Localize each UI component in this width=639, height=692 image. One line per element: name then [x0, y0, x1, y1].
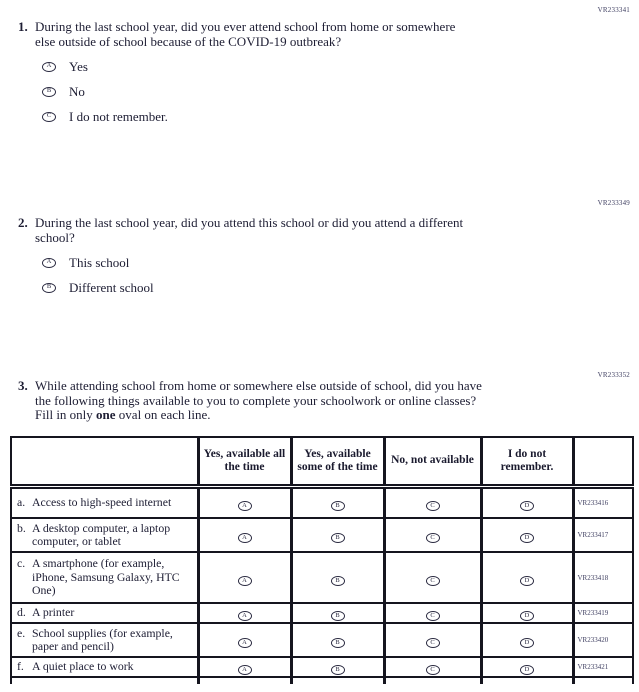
table-row-school-supplies [11, 623, 633, 657]
answer-oval-b-icon[interactable] [331, 638, 345, 648]
oval-letter: D [524, 639, 530, 646]
answer-oval-b-icon[interactable] [331, 533, 345, 543]
oval-letter: C [430, 501, 435, 509]
answer-oval-a-icon[interactable] [238, 638, 252, 648]
oval-letter: C [430, 576, 435, 584]
question-3-text [35, 379, 482, 423]
question-text-line: else outside of school because of the COVID-19 outbreak? [35, 33, 342, 49]
matrix-header-code-column [573, 437, 633, 486]
matrix-header-do-not-remember: I do not remember. [481, 437, 573, 486]
oval-letter: D [524, 576, 530, 584]
answer-oval-d-icon[interactable] [520, 611, 534, 621]
question-1-option-no [42, 79, 455, 104]
oval-letter: D [524, 666, 530, 673]
oval-letter: A [46, 258, 52, 266]
oval-letter: C [430, 534, 435, 541]
question-3 [18, 379, 482, 423]
oval-letter: B [335, 666, 340, 673]
oval-letter: B [46, 283, 52, 291]
matrix-header-row [11, 437, 633, 486]
question-3-number: 3. [18, 378, 28, 393]
table-row-computer [11, 518, 633, 552]
answer-oval-d-icon[interactable] [520, 501, 534, 511]
oval-letter: D [524, 534, 530, 541]
table-row-internet [11, 486, 633, 518]
row-label: A smartphone (for example, iPhone, Samsung Galaxy, HTC One) [32, 556, 180, 598]
answer-oval-c-icon[interactable] [426, 638, 440, 648]
oval-letter: A [242, 639, 247, 646]
answer-oval-b-icon[interactable] [331, 611, 345, 621]
answer-oval-c-icon[interactable] [426, 576, 440, 586]
row-vr-code: VR233418 [573, 552, 633, 603]
answer-oval-d-icon[interactable] [520, 576, 534, 586]
answer-oval-d-icon[interactable] [520, 533, 534, 543]
question-text-line: While attending school from home or somewhere else outside of school, did you have [35, 378, 482, 393]
option-label: I do not remember. [69, 108, 168, 124]
oval-letter: B [335, 576, 340, 584]
answer-oval-a-icon[interactable] [42, 62, 56, 72]
row-vr-code: VR233416 [573, 486, 633, 518]
question-fill-note [35, 408, 482, 423]
question-2-options [42, 250, 463, 300]
matrix-header-no-not-available: No, not available [384, 437, 481, 486]
matrix-header-yes-all-time: Yes, available all the time [198, 437, 291, 486]
answer-oval-c-icon[interactable] [42, 112, 56, 122]
answer-oval-a-icon[interactable] [42, 258, 56, 268]
availability-matrix-table [10, 436, 634, 684]
oval-letter: A [242, 612, 247, 619]
table-row-printer [11, 603, 633, 623]
question-2-number: 2. [18, 215, 28, 230]
question-1-option-yes [42, 54, 455, 79]
question-1-vr-code: VR233341 [597, 6, 630, 14]
oval-letter: D [524, 612, 530, 619]
option-label: This school [69, 254, 130, 270]
question-1 [18, 20, 455, 129]
question-2-text [35, 216, 463, 245]
question-text-line: During the last school year, did you ever attend school from home or somewhere [35, 19, 456, 34]
table-row-quiet-place [11, 657, 633, 677]
answer-oval-b-icon[interactable] [42, 283, 56, 293]
row-prefix: a. [17, 495, 26, 509]
row-prefix: c. [17, 556, 26, 571]
row-prefix: b. [17, 520, 26, 535]
row-label: A printer [32, 605, 75, 620]
question-3-vr-code: VR233352 [597, 371, 630, 379]
row-label: A quiet place to work [32, 659, 134, 674]
row-vr-code: VR233419 [573, 603, 633, 623]
oval-letter: C [46, 112, 52, 120]
question-text-line: the following things available to you to complete your schoolwork or online classes? [35, 392, 477, 408]
answer-oval-a-icon[interactable] [238, 533, 252, 543]
question-1-number: 1. [18, 19, 28, 34]
question-text-line: During the last school year, did you attend this school or did you attend a different [35, 215, 464, 230]
row-vr-code: VR233420 [573, 623, 633, 657]
row-vr-code: VR233421 [573, 657, 633, 677]
answer-oval-a-icon[interactable] [238, 611, 252, 621]
answer-oval-a-icon[interactable] [238, 576, 252, 586]
row-label: Access to high-speed internet [32, 495, 172, 509]
oval-letter: B [46, 87, 52, 95]
note-bold-word: one [96, 407, 116, 422]
answer-oval-b-icon[interactable] [331, 665, 345, 675]
oval-letter: C [430, 612, 435, 619]
option-label: No [69, 83, 85, 99]
oval-letter: A [242, 666, 247, 673]
note-suffix: oval on each line. [115, 407, 211, 422]
answer-oval-c-icon[interactable] [426, 665, 440, 675]
option-label: Yes [69, 58, 88, 74]
question-2 [18, 216, 463, 300]
oval-letter: B [335, 612, 340, 619]
row-prefix: d. [17, 605, 26, 620]
answer-oval-b-icon[interactable] [331, 501, 345, 511]
answer-oval-c-icon[interactable] [426, 533, 440, 543]
answer-oval-d-icon[interactable] [520, 665, 534, 675]
matrix-header-yes-some-time: Yes, available some of the time [291, 437, 384, 486]
oval-letter: C [430, 666, 435, 673]
answer-oval-c-icon[interactable] [426, 611, 440, 621]
oval-letter: D [524, 501, 530, 509]
oval-letter: A [242, 576, 247, 584]
row-prefix: e. [17, 625, 26, 640]
answer-oval-c-icon[interactable] [426, 501, 440, 511]
answer-oval-b-icon[interactable] [331, 576, 345, 586]
answer-oval-d-icon[interactable] [520, 638, 534, 648]
table-row-smartphone [11, 552, 633, 603]
row-label: A desktop computer, a laptop computer, or tablet [32, 520, 171, 548]
oval-letter: B [335, 639, 340, 646]
oval-letter: A [46, 62, 52, 70]
table-cutoff-stub-row [11, 677, 633, 684]
answer-oval-a-icon[interactable] [238, 665, 252, 675]
oval-letter: B [335, 534, 340, 541]
matrix-header-empty [11, 437, 198, 486]
question-2-vr-code: VR233349 [597, 199, 630, 207]
question-1-text [35, 20, 455, 49]
answer-oval-a-icon[interactable] [238, 501, 252, 511]
question-1-option-do-not-remember [42, 104, 455, 129]
question-2-option-different-school [42, 275, 463, 300]
answer-oval-b-icon[interactable] [42, 87, 56, 97]
question-text-line: school? [35, 229, 75, 245]
question-2-option-this-school [42, 250, 463, 275]
row-vr-code: VR233417 [573, 518, 633, 552]
row-label: School supplies (for example, paper and pencil) [32, 625, 173, 653]
oval-letter: A [242, 501, 247, 509]
question-1-options [42, 54, 455, 129]
oval-letter: B [335, 501, 340, 509]
note-prefix: Fill in only [35, 407, 97, 422]
row-prefix: f. [17, 659, 24, 674]
oval-letter: A [242, 534, 247, 541]
option-label: Different school [69, 279, 154, 295]
oval-letter: C [430, 639, 435, 646]
